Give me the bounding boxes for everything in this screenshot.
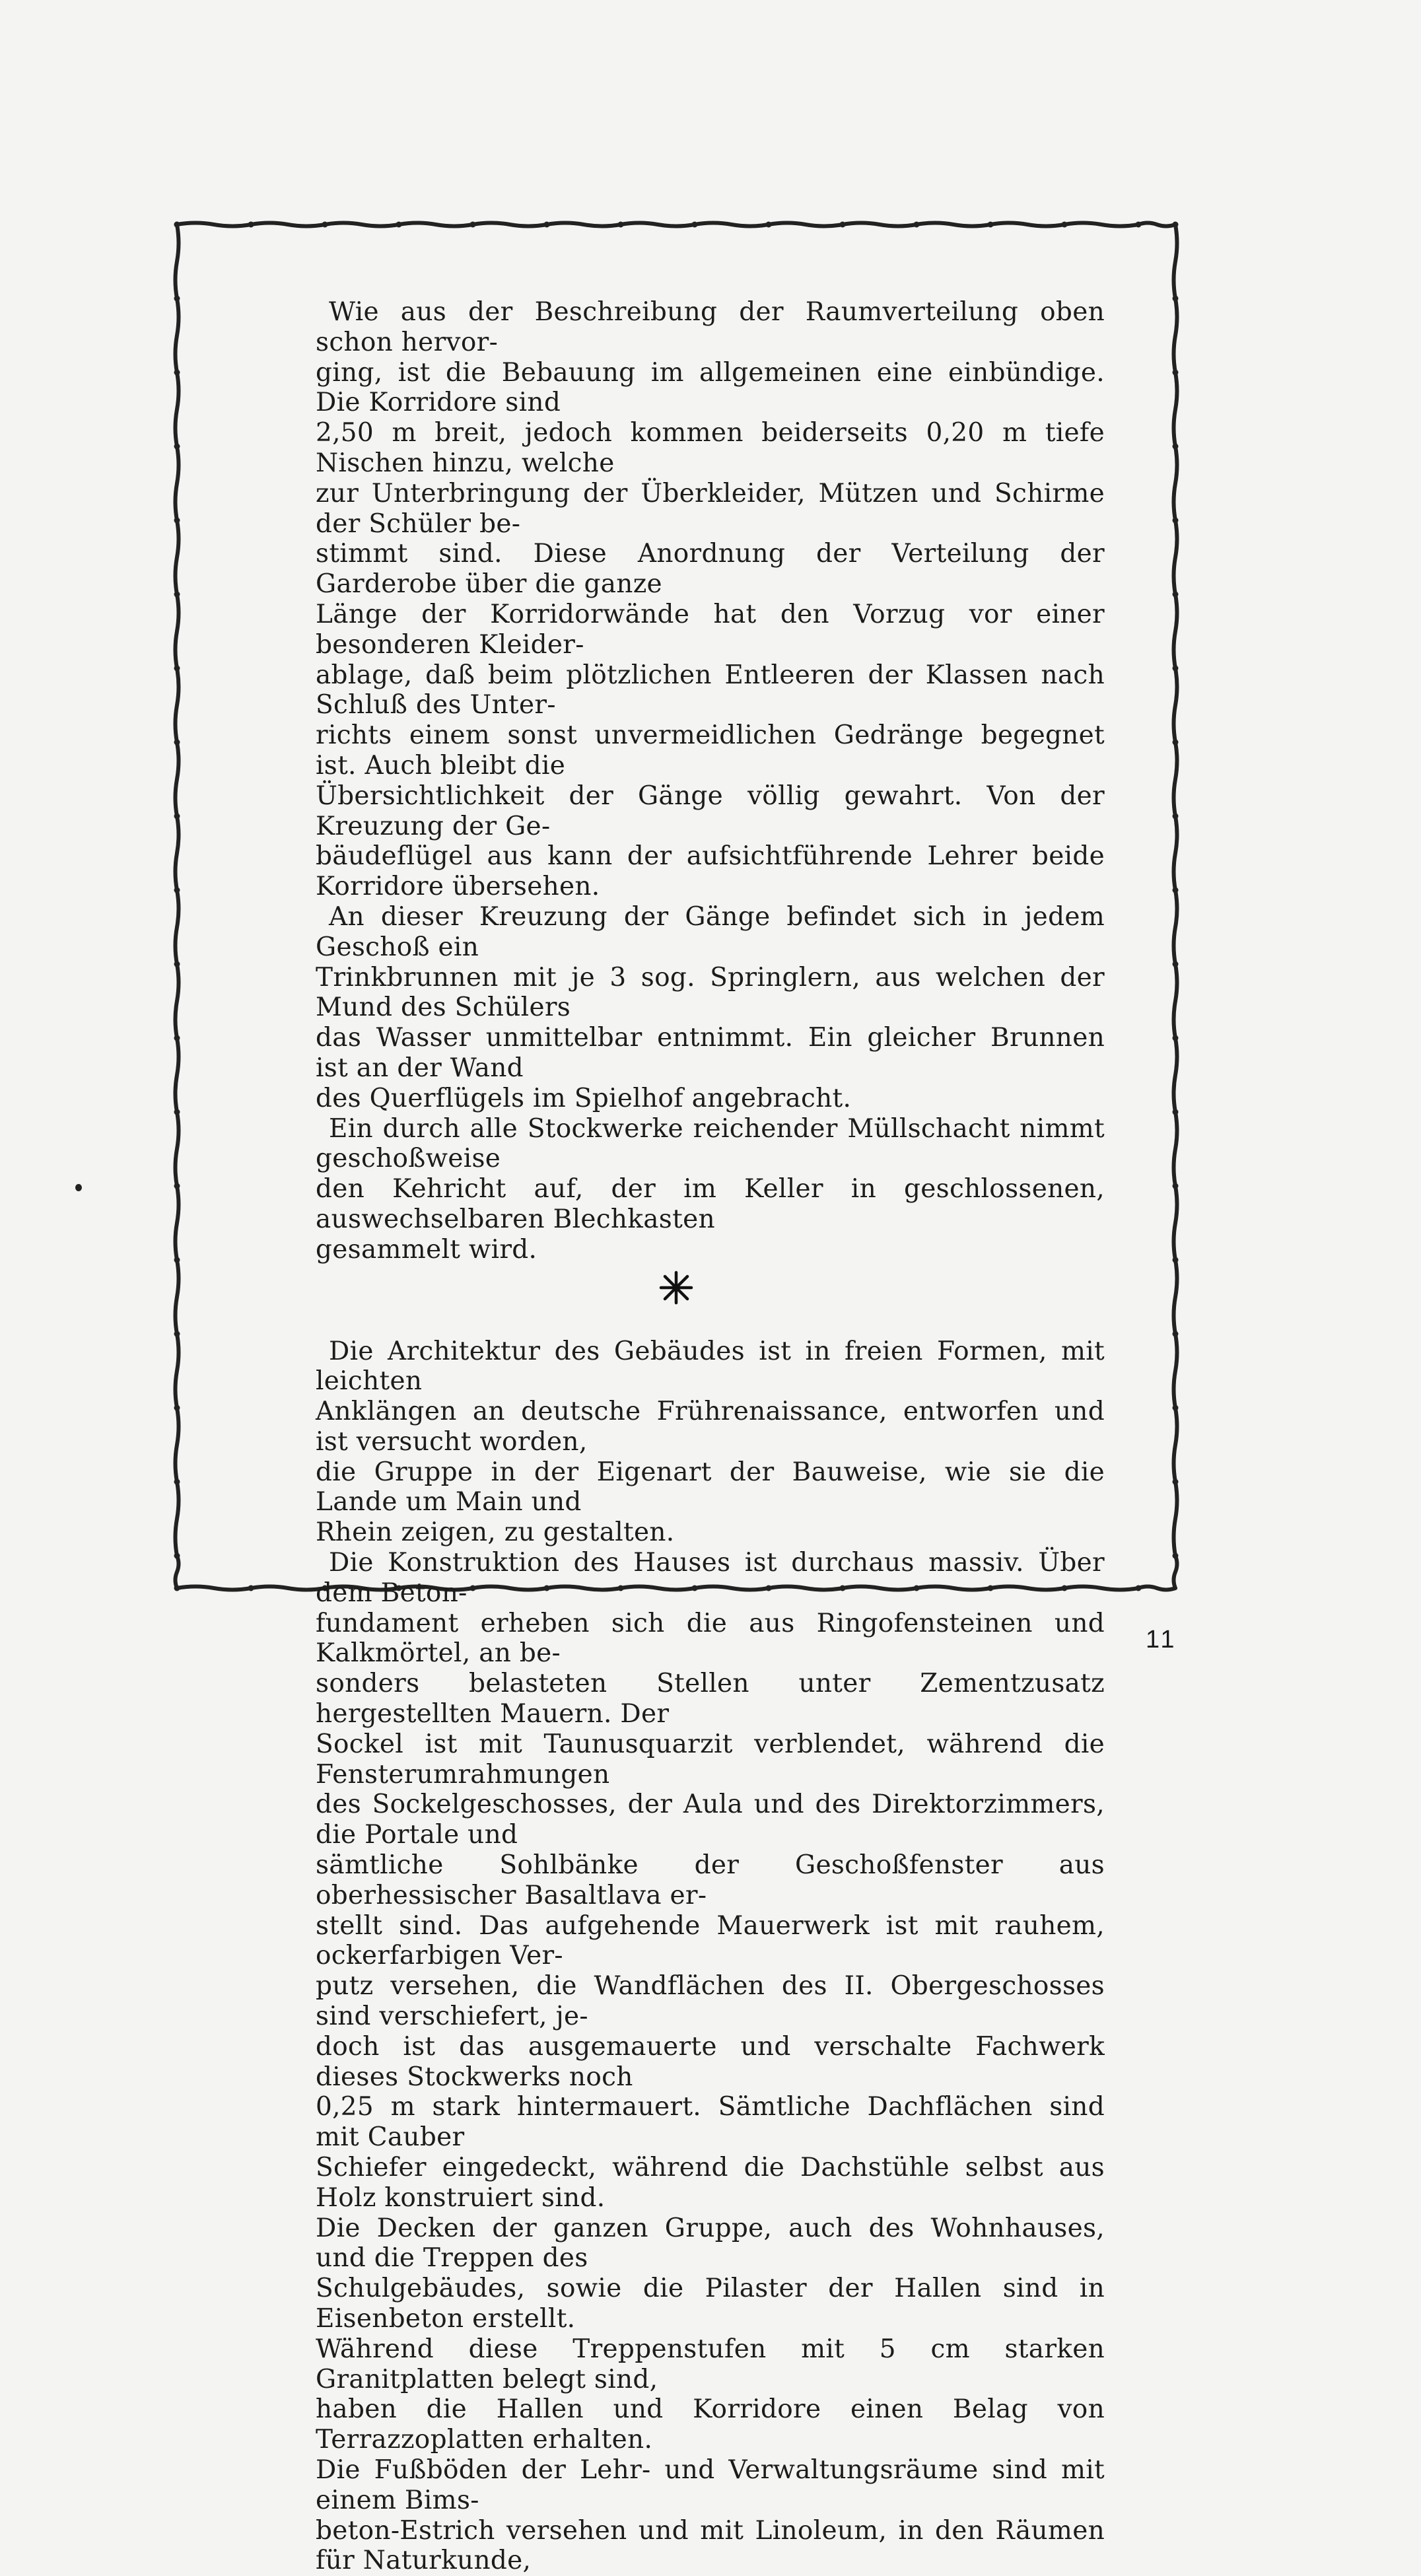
border-dot bbox=[1173, 444, 1179, 450]
border-dot bbox=[174, 1035, 180, 1041]
border-dot bbox=[988, 222, 994, 228]
border-dot bbox=[174, 888, 180, 893]
border-dot bbox=[1173, 814, 1179, 819]
paragraph-construction: Die Konstruktion des Hauses ist durchaus massiv. Über dem Beton- fundament erheben sich die aus Ringofensteinen und Kalkmörtel, an be- sonders belasteten Stellen unter Zementzusatz hergestellten Mauern. Der Sockel ist mit Taunusquarzit verblendet, während die Fensterumrahmungen des Sockelgeschosses, der Aula und des Direktorzimmers, die Portale und sämtliche Sohlbänke der Geschoßfenster aus oberhessischer Basaltlava er- stellt sind. Das aufgehende Mauerwerk ist mit rauhem, ockerfarbigen Ver- putz versehen, die Wandflächen des II. Obergeschosses sind verschiefert, je- doch ist das ausgemauerte und verschalte Fachwerk dieses Stockwerks noch 0,25 m stark hintermauert. Sämtliche Dachflächen sind mit Cauber Schiefer eingedeckt, während die Dachstühle selbst aus Holz konstruiert sind. Die Decken der ganzen Gruppe, auch des Wohnhauses, und die Treppen des Schulgebäudes, sowie die Pilaster der Hallen sind in Eisenbeton erstellt. Während diese Treppenstufen mit 5 cm starken Granitplatten belegt sind, haben die Hallen und Korridore einen Belag von Terrazzoplatten erhalten. Die Fußböden der Lehr- und Verwaltungsräume sind mit einem Bims- beton-Estrich versehen und mit Linoleum, in den Räumen für Naturkunde, bbox=[316, 1548, 1105, 2576]
border-dot bbox=[174, 961, 180, 967]
border-dot bbox=[544, 222, 550, 228]
border-dot bbox=[174, 1183, 180, 1189]
page-number: 11 bbox=[1146, 1626, 1177, 1654]
border-dot bbox=[174, 814, 180, 819]
margin-dot bbox=[75, 1184, 82, 1191]
border-wave-segment bbox=[176, 225, 179, 1588]
border-dot bbox=[174, 740, 180, 746]
border-dot bbox=[618, 222, 624, 228]
border-dot bbox=[1173, 740, 1179, 746]
border-dot bbox=[1173, 1257, 1179, 1263]
border-dot bbox=[174, 1553, 180, 1559]
border-dot bbox=[174, 1257, 180, 1263]
border-dot bbox=[840, 222, 846, 228]
border-dot bbox=[174, 518, 180, 524]
border-dot bbox=[1173, 1479, 1179, 1485]
border-dot bbox=[1173, 592, 1179, 598]
border-dot bbox=[248, 1585, 254, 1591]
paragraph-fountain: An dieser Kreuzung der Gänge befindet sich in jedem Geschoß ein Trinkbrunnen mit je 3 sog. Springlern, aus welchen der Mund des Schülers das Wasser unmittelbar entnimmt. Ein gleicher Brunnen ist an der Wand des Querflügels im Spielhof angebracht. bbox=[316, 901, 1105, 1113]
border-dot bbox=[1173, 1035, 1179, 1041]
border-dot bbox=[1062, 222, 1068, 228]
border-dot bbox=[396, 222, 402, 228]
border-dot bbox=[174, 592, 180, 598]
paragraph-architecture: Die Architektur des Gebäudes ist in freien Formen, mit leichten Anklängen an deutsche Frührenaissance, entworfen und ist versucht worden, die Gruppe in der Eigenart der Bauweise, wie sie die Lande um Main und Rhein zeigen, zu gestalten. bbox=[316, 1336, 1105, 1548]
border-dot bbox=[1173, 666, 1179, 672]
border-dot bbox=[322, 222, 328, 228]
border-dot bbox=[1173, 1405, 1179, 1411]
border-dot bbox=[1173, 1183, 1179, 1189]
border-dot bbox=[174, 1331, 180, 1337]
border-dot bbox=[174, 1109, 180, 1115]
border-dot bbox=[1173, 222, 1179, 228]
border-dot bbox=[174, 222, 180, 228]
border-dot bbox=[1173, 1331, 1179, 1337]
border-dot bbox=[1136, 1585, 1142, 1591]
border-wave-segment bbox=[1174, 225, 1177, 1588]
section-separator bbox=[316, 1265, 1105, 1337]
border-dot bbox=[174, 296, 180, 302]
border-dot bbox=[174, 444, 180, 450]
border-dot bbox=[174, 1405, 180, 1411]
paragraph-corridors: Wie aus der Beschreibung der Raumverteilung oben schon hervor- ging, ist die Bebauung im allgemeinen eine einbündige. Die Korridore sind 2,50 m breit, jedoch kommen beiderseits 0,20 m tiefe Nischen hinzu, welche zur Unterbringung der Überkleider, Mützen und Schirme der Schüler be- stimmt sind. Diese Anordnung der Verteilung der Garderobe über die ganze Länge der Korridorwände hat den Vorzug vor einer besonderen Kleider- ablage, daß beim plötzlichen Entleeren der Klassen nach Schluß des Unter- richts einem sonst unvermeidlichen Gedränge begegnet ist. Auch bleibt die Übersichtlichkeit der Gänge völlig gewahrt. Von der Kreuzung der Ge- bäudeflügel aus kann der aufsichtführende Lehrer beide Korridore übersehen. bbox=[316, 297, 1105, 902]
page-body bbox=[316, 297, 1105, 2576]
border-dot bbox=[1173, 961, 1179, 967]
border-dot bbox=[914, 222, 920, 228]
border-dot bbox=[1173, 1553, 1179, 1559]
border-dot bbox=[174, 370, 180, 376]
border-dot bbox=[692, 222, 698, 228]
paragraph-refuse-chute: Ein durch alle Stockwerke reichender Müllschacht nimmt geschoßweise den Kehricht auf, der im Keller in geschlossenen, auswechselbaren Blechkasten gesammelt wird. bbox=[316, 1113, 1105, 1265]
border-dot bbox=[766, 222, 772, 228]
border-dot bbox=[248, 222, 254, 228]
border-dot bbox=[174, 1479, 180, 1485]
asterisk-star-icon bbox=[659, 1271, 693, 1305]
border-dot bbox=[174, 1585, 180, 1591]
border-dot bbox=[1173, 1109, 1179, 1115]
border-dot bbox=[1173, 518, 1179, 524]
border-dot bbox=[1173, 370, 1179, 376]
border-dot bbox=[1173, 888, 1179, 893]
border-dot bbox=[1173, 296, 1179, 302]
border-dot bbox=[1136, 222, 1142, 228]
border-dot bbox=[174, 666, 180, 672]
border-dot bbox=[470, 222, 476, 228]
